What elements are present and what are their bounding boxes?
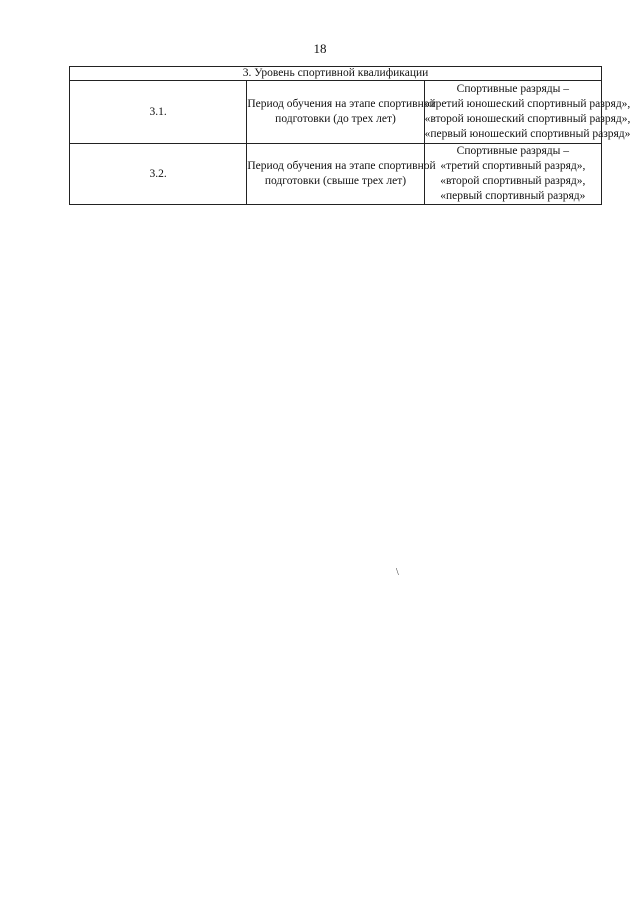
- period-cell: [247, 81, 436, 144]
- grades-line: «третий юношеский спортивный разряд»,: [424, 98, 631, 110]
- table-row: [70, 81, 602, 144]
- period-line: Период обучения на этапе спортивной: [247, 98, 436, 110]
- period-cell: [247, 144, 436, 205]
- grades-line: «первый юношеский спортивный разряд»: [424, 128, 631, 140]
- table-row: [70, 144, 602, 205]
- row-number: 3.1.: [70, 81, 247, 144]
- grades-line: «второй юношеский спортивный разряд»,: [424, 113, 631, 125]
- grades-line: «второй спортивный разряд»,: [440, 175, 586, 187]
- page-number: 18: [313, 41, 327, 56]
- grades-line: Спортивные разряды –: [456, 145, 569, 157]
- section-header-row: [70, 67, 602, 81]
- period-line: подготовки (до трех лет): [275, 113, 396, 125]
- grades-cell: [424, 81, 631, 144]
- row-number: 3.2.: [70, 144, 247, 205]
- grades-line: «первый спортивный разряд»: [440, 190, 586, 202]
- grades-line: Спортивные разряды –: [456, 83, 569, 95]
- qualification-table: [69, 66, 631, 205]
- grades-line: «третий спортивный разряд»,: [440, 160, 586, 172]
- section-title: 3. Уровень спортивной квалификации: [70, 67, 602, 81]
- grades-cell: [424, 144, 601, 205]
- period-line: подготовки (свыше трех лет): [264, 175, 407, 187]
- period-line: Период обучения на этапе спортивной: [247, 160, 436, 172]
- stray-mark: \: [396, 567, 399, 578]
